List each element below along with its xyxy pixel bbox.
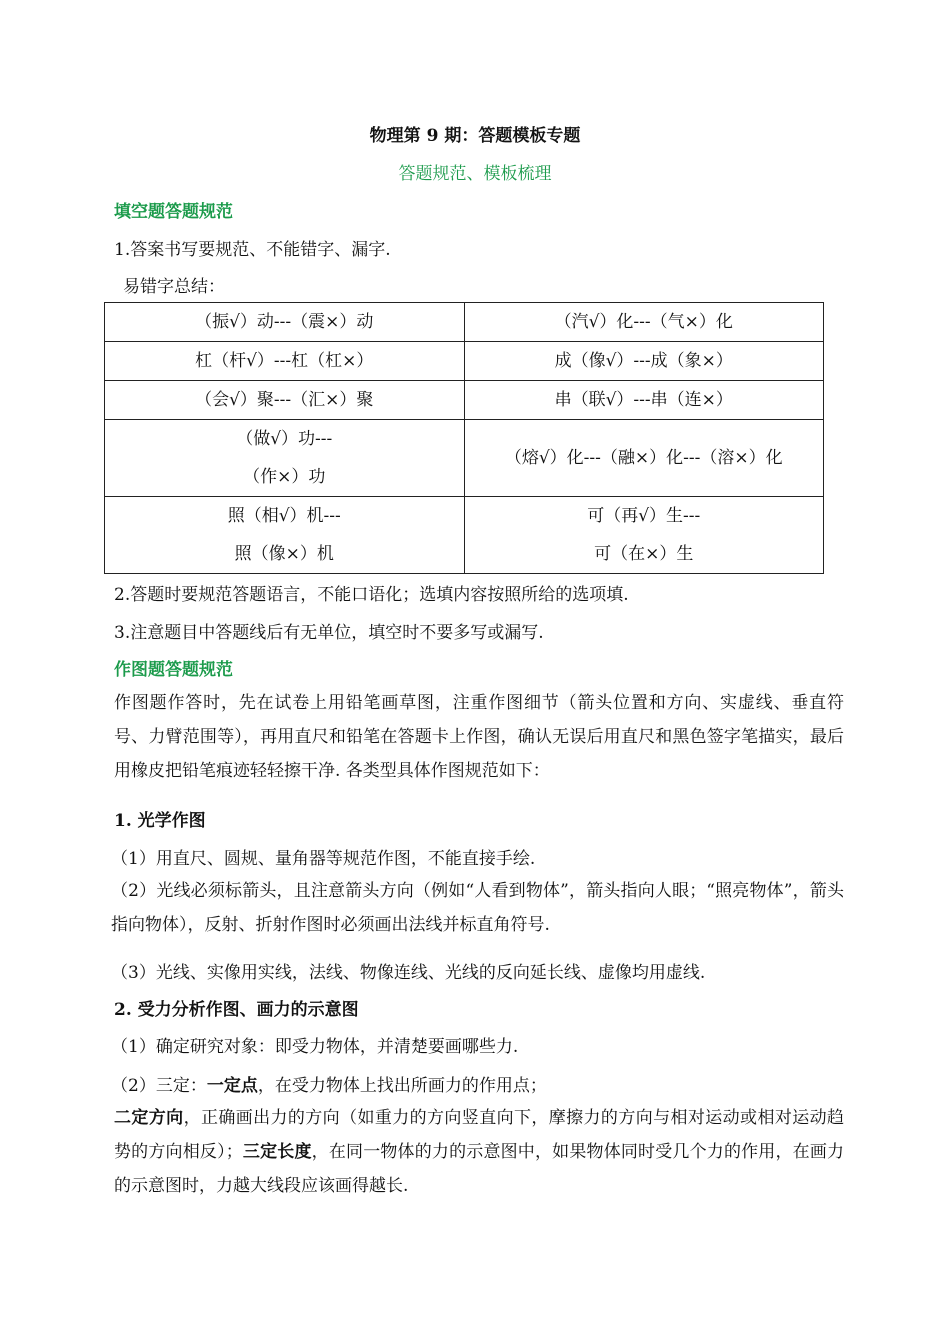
table-cell: （汽√）化---（气×）化 [464,303,824,342]
table-cell: 照（相√）机--- 照（像×）机 [105,497,465,574]
table-row [105,497,824,574]
force-rule-2: （2）三定：一定点，在受力物体上找出所画力的作用点； [111,1076,547,1096]
table-row [105,381,824,420]
fill-in-rule-3: 3.注意题目中答题线后有无单位，填空时不要多写或漏写. [114,623,544,643]
optics-rule-1: （1）用直尺、圆规、量角器等规范作图，不能直接手绘. [111,849,536,869]
section-heading-drawing: 作图题答题规范 [114,660,233,680]
table-cell: （熔√）化---（融×）化---（溶×）化 [464,420,824,497]
page-subtitle: 答题规范、模板梳理 [398,164,552,184]
table-cell: （会√）聚---（汇×）聚 [105,381,465,420]
optics-heading: 1. 光学作图 [114,811,206,831]
table-cell: 串（联√）---串（连×） [464,381,824,420]
optics-rule-2: （2）光线必须标箭头，且注意箭头方向（例如“人看到物体”，箭头指向人眼；“照亮物体”，箭头指向物体），反射、折射作图时必须画出法线并标直角符号. [111,881,844,935]
table-cell: （做√）功--- （作×）功 [105,420,465,497]
table-row [105,342,824,381]
fill-in-rule-1: 1.答案书写要规范、不能错字、漏字. [114,240,391,260]
error-summary-label: 易错字总结： [123,277,225,297]
table-cell: 成（像√）---成（象×） [464,342,824,381]
page-title: 物理第 9 期：答题模板专题 [369,126,581,146]
table-cell: 可（再√）生--- 可（在×）生 [464,497,824,574]
force-rule-3: 二定方向，正确画出力的方向（如重力的方向竖直向下，摩擦力的方向与相对运动或相对运动趋势的方向相反）；三定长度，在同一物体的力的示意图中，如果物体同时受几个力的作用，在画力的示意图时，力越大线段应该画得越长. [114,1108,845,1196]
force-rule-1: （1）确定研究对象：即受力物体，并清楚要画哪些力. [111,1037,519,1057]
table-cell: 杠（杆√）---杠（杠×） [105,342,465,381]
optics-rule-3: （3）光线、实像用实线，法线、物像连线、光线的反向延长线、虚像均用虚线. [111,963,706,983]
table-cell: （振√）动---（震×）动 [105,303,465,342]
common-typo-table [104,302,824,574]
fill-in-rule-2: 2.答题时要规范答题语言，不能口语化；选填内容按照所给的选项填. [114,585,629,605]
force-diagram-heading: 2. 受力分析作图、画力的示意图 [114,1000,359,1020]
table-row [105,420,824,497]
table-row [105,303,824,342]
section-heading-fill-in: 填空题答题规范 [114,202,233,222]
drawing-intro-paragraph: 作图题作答时，先在试卷上用铅笔画草图，注重作图细节（箭头位置和方向、实虚线、垂直符号、力臂范围等），再用直尺和铅笔在答题卡上作图，确认无误后用直尺和黑色签字笔描实，最后用橡皮把铅笔痕迹轻轻擦干净. 各类型具体作图规范如下： [114,693,844,781]
